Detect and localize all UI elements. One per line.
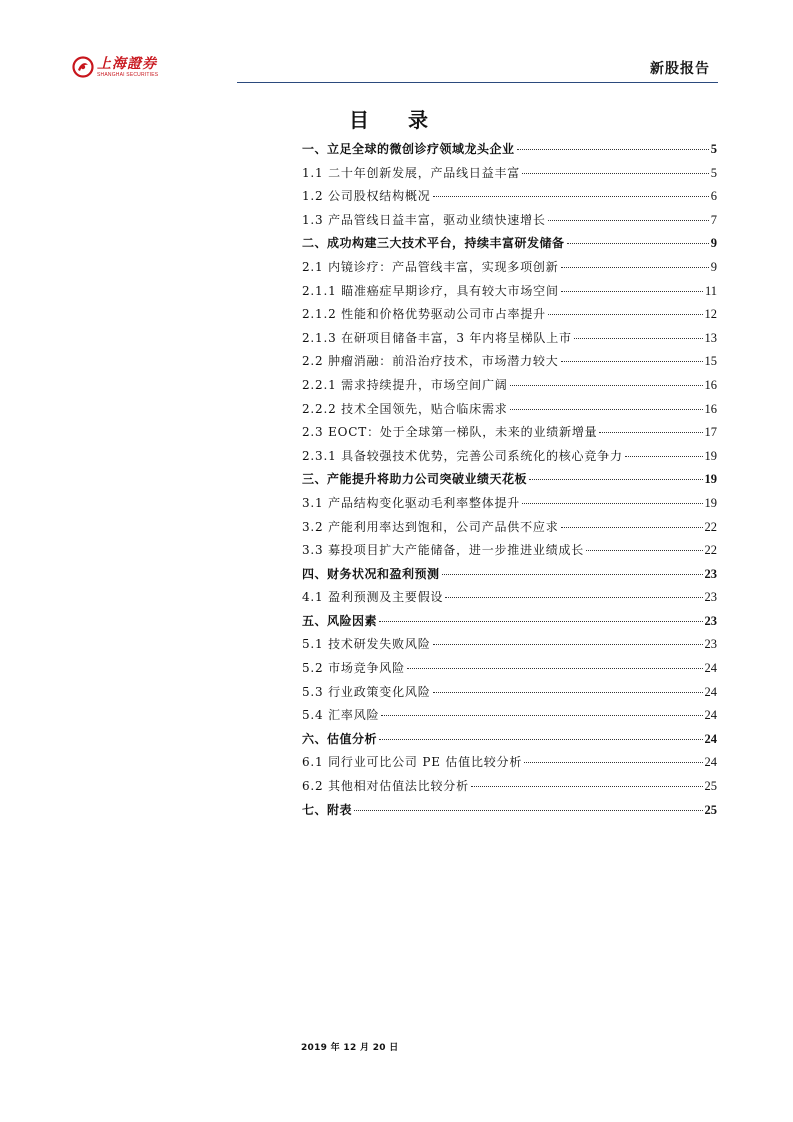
toc-entry-label[interactable]: 2.2.2 技术全国领先，贴合临床需求 xyxy=(302,401,508,416)
table-of-contents xyxy=(302,140,717,824)
toc-leader-dots xyxy=(381,714,702,716)
toc-leader-dots xyxy=(354,809,702,811)
footer-date: 2019 年 12 月 20 日 xyxy=(301,1043,399,1053)
toc-entry-label[interactable]: 2.3 EOCT：处于全球第一梯队，未来的业绩新增量 xyxy=(302,425,598,440)
toc-entry[interactable] xyxy=(302,541,717,565)
toc-entry-label[interactable]: 三、产能提升将助力公司突破业绩天花板 xyxy=(302,472,528,487)
toc-leader-dots xyxy=(433,643,703,645)
toc-entry-page[interactable]: 23 xyxy=(704,637,717,652)
toc-leader-dots xyxy=(599,431,702,433)
toc-leader-dots xyxy=(574,337,703,339)
toc-entry-label[interactable]: 1.1 二十年创新发展，产品线日益丰富 xyxy=(302,165,521,180)
toc-leader-dots xyxy=(379,738,702,740)
toc-entry-label[interactable]: 2.1.3 在研项目储备丰富，3 年内将呈梯队上市 xyxy=(302,330,572,345)
toc-leader-dots xyxy=(561,526,703,528)
toc-entry[interactable] xyxy=(302,329,717,353)
page-header xyxy=(72,56,722,86)
toc-entry-label[interactable]: 1.2 公司股权结构概况 xyxy=(302,189,431,204)
toc-entry-page[interactable]: 17 xyxy=(704,425,717,440)
toc-entry-page[interactable]: 9 xyxy=(710,236,717,251)
toc-entry[interactable] xyxy=(302,376,717,400)
toc-entry[interactable] xyxy=(302,494,717,518)
toc-entry-page[interactable]: 25 xyxy=(704,802,717,817)
toc-entry-label[interactable]: 5.3 行业政策变化风险 xyxy=(302,684,431,699)
company-logo xyxy=(72,56,158,78)
toc-leader-dots xyxy=(471,785,703,787)
toc-entry-page[interactable]: 9 xyxy=(710,259,717,274)
logo-subtext: SHANGHAI SECURITIES xyxy=(97,71,159,78)
toc-entry-page[interactable]: 15 xyxy=(704,354,717,369)
toc-entry-page[interactable]: 19 xyxy=(704,472,717,487)
toc-leader-dots xyxy=(510,384,703,386)
toc-entry[interactable] xyxy=(302,801,717,825)
toc-leader-dots xyxy=(548,219,709,221)
toc-entry-page[interactable]: 11 xyxy=(704,283,717,298)
toc-entry-page[interactable]: 24 xyxy=(704,684,717,699)
toc-entry[interactable] xyxy=(302,140,717,164)
toc-entry[interactable] xyxy=(302,258,717,282)
toc-entry[interactable] xyxy=(302,423,717,447)
toc-entry-label[interactable]: 2.2 肿瘤消融：前沿治疗技术，市场潜力较大 xyxy=(302,354,559,369)
toc-entry-page[interactable]: 22 xyxy=(704,543,717,558)
toc-entry-page[interactable]: 5 xyxy=(710,142,717,156)
toc-entry-label[interactable]: 5.1 技术研发失败风险 xyxy=(302,637,431,652)
toc-entry-label[interactable]: 一、立足全球的微创诊疗领域龙头企业 xyxy=(302,142,515,156)
toc-entry[interactable] xyxy=(302,753,717,777)
toc-leader-dots xyxy=(561,290,703,292)
toc-entry[interactable] xyxy=(302,470,717,494)
toc-leader-dots xyxy=(522,502,702,504)
toc-leader-dots xyxy=(524,761,702,763)
toc-entry-label[interactable]: 2.1.2 性能和价格优势驱动公司市占率提升 xyxy=(302,307,546,322)
toc-entry-label[interactable]: 四、财务状况和盈利预测 xyxy=(302,566,440,581)
toc-entry-label[interactable]: 3.1 产品结构变化驱动毛利率整体提升 xyxy=(302,495,521,510)
toc-entry-page[interactable]: 22 xyxy=(704,519,717,534)
toc-entry-page[interactable]: 6 xyxy=(710,189,717,204)
toc-entry[interactable] xyxy=(302,400,717,424)
toc-entry-label[interactable]: 六、估值分析 xyxy=(302,731,378,746)
report-type-label: 新股报告 xyxy=(650,61,710,77)
toc-entry[interactable] xyxy=(302,187,717,211)
toc-leader-dots xyxy=(517,148,709,150)
toc-entry[interactable] xyxy=(302,612,717,636)
toc-entry-label[interactable]: 2.2.1 需求持续提升，市场空间广阔 xyxy=(302,377,508,392)
logo-emblem-icon xyxy=(72,56,94,78)
toc-title: 目 录 xyxy=(349,108,444,132)
logo-text: 上海證券 xyxy=(97,55,157,72)
toc-entry[interactable] xyxy=(302,659,717,683)
toc-leader-dots xyxy=(586,549,702,551)
toc-entry-label[interactable]: 五、风险因素 xyxy=(302,613,378,628)
toc-entry-page[interactable]: 24 xyxy=(704,755,717,770)
toc-entry[interactable] xyxy=(302,635,717,659)
toc-entry-page[interactable]: 16 xyxy=(704,401,717,416)
toc-entry[interactable] xyxy=(302,683,717,707)
toc-entry-page[interactable]: 24 xyxy=(704,661,717,676)
toc-entry-label[interactable]: 6.1 同行业可比公司 PE 估值比较分析 xyxy=(302,755,523,770)
toc-entry[interactable] xyxy=(302,234,717,258)
toc-entry[interactable] xyxy=(302,565,717,589)
toc-leader-dots xyxy=(510,408,703,410)
toc-leader-dots xyxy=(433,691,703,693)
toc-leader-dots xyxy=(445,596,702,598)
toc-entry-page[interactable]: 12 xyxy=(704,307,717,322)
toc-leader-dots xyxy=(522,172,709,174)
toc-leader-dots xyxy=(442,573,703,575)
toc-entry-label[interactable]: 七、附表 xyxy=(302,802,353,817)
toc-entry-label[interactable]: 5.2 市场竞争风险 xyxy=(302,661,405,676)
toc-entry[interactable] xyxy=(302,305,717,329)
toc-leader-dots xyxy=(561,266,709,268)
toc-entry[interactable] xyxy=(302,447,717,471)
toc-entry-page[interactable]: 24 xyxy=(704,708,717,723)
toc-entry-label[interactable]: 2.1 内镜诊疗：产品管线丰富，实现多项创新 xyxy=(302,259,559,274)
toc-leader-dots xyxy=(561,360,703,362)
toc-entry-label[interactable]: 3.2 产能利用率达到饱和，公司产品供不应求 xyxy=(302,519,559,534)
toc-entry-label[interactable]: 2.1.1 瞄准癌症早期诊疗，具有较大市场空间 xyxy=(302,283,559,298)
toc-entry-page[interactable]: 23 xyxy=(704,590,717,605)
toc-entry[interactable] xyxy=(302,211,717,235)
toc-entry[interactable] xyxy=(302,352,717,376)
toc-entry-label[interactable]: 6.2 其他相对估值法比较分析 xyxy=(302,779,469,794)
toc-entry-page[interactable]: 25 xyxy=(704,779,717,794)
toc-entry-label[interactable]: 5.4 汇率风险 xyxy=(302,708,380,723)
toc-entry-label[interactable]: 二、成功构建三大技术平台，持续丰富研发储备 xyxy=(302,236,565,251)
toc-entry[interactable] xyxy=(302,518,717,542)
header-divider xyxy=(237,82,718,83)
toc-entry-page[interactable]: 19 xyxy=(704,495,717,510)
toc-entry[interactable] xyxy=(302,164,717,188)
toc-leader-dots xyxy=(548,313,703,315)
toc-entry-label[interactable]: 3.3 募投项目扩大产能储备，进一步推进业绩成长 xyxy=(302,543,585,558)
toc-leader-dots xyxy=(379,620,702,622)
toc-entry[interactable] xyxy=(302,730,717,754)
toc-entry-page[interactable]: 7 xyxy=(710,212,717,227)
toc-leader-dots xyxy=(529,478,702,480)
toc-leader-dots xyxy=(625,455,703,457)
toc-entry-label[interactable]: 1.3 产品管线日益丰富，驱动业绩快速增长 xyxy=(302,212,546,227)
toc-entry-page[interactable]: 23 xyxy=(704,613,717,628)
toc-entry[interactable] xyxy=(302,706,717,730)
toc-entry[interactable] xyxy=(302,282,717,306)
toc-leader-dots xyxy=(433,195,709,197)
toc-leader-dots xyxy=(567,242,709,244)
toc-entry-page[interactable]: 5 xyxy=(710,165,717,180)
toc-leader-dots xyxy=(407,667,703,669)
toc-entry-page[interactable]: 23 xyxy=(704,566,717,581)
toc-entry-page[interactable]: 24 xyxy=(704,731,717,746)
toc-entry-label[interactable]: 4.1 盈利预测及主要假设 xyxy=(302,590,444,605)
toc-entry-page[interactable]: 13 xyxy=(704,330,717,345)
toc-entry-page[interactable]: 16 xyxy=(704,377,717,392)
toc-entry[interactable] xyxy=(302,777,717,801)
toc-entry-label[interactable]: 2.3.1 具备较强技术优势，完善公司系统化的核心竞争力 xyxy=(302,448,623,463)
toc-entry-page[interactable]: 19 xyxy=(704,448,717,463)
toc-entry[interactable] xyxy=(302,588,717,612)
